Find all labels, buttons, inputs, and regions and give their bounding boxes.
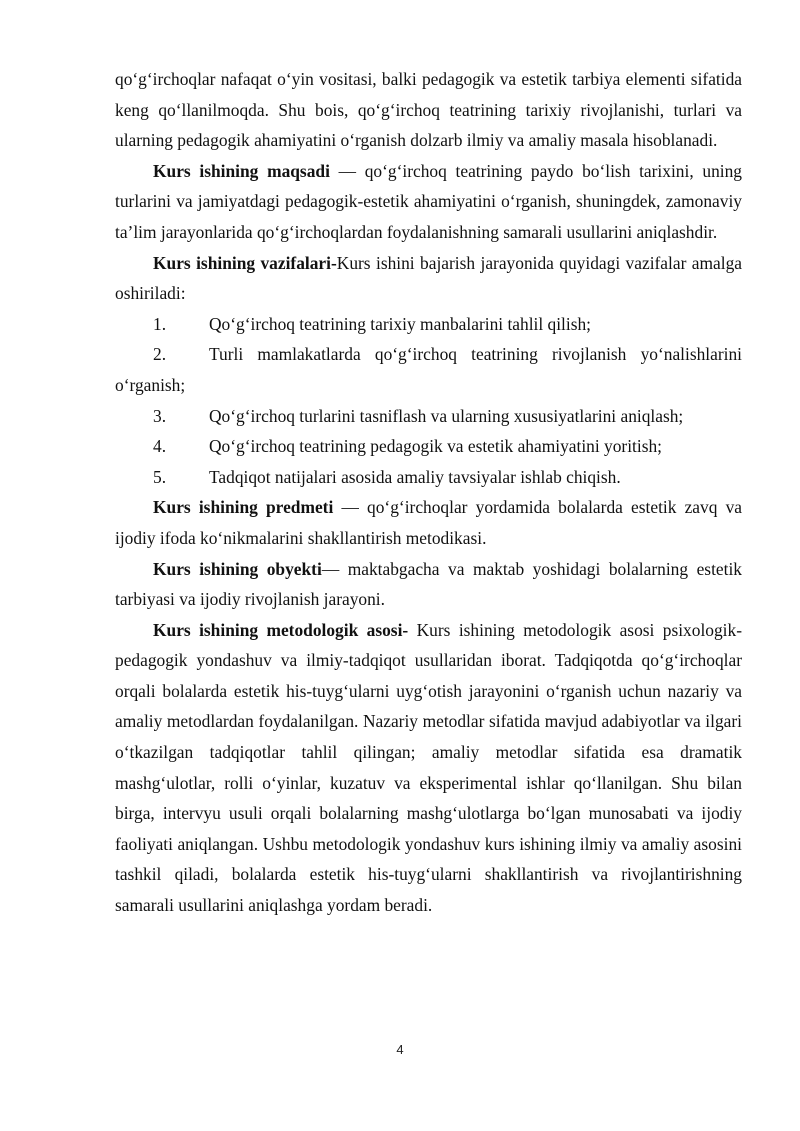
list-item-text: Qo‘g‘irchoq teatrining pedagogik va estetik ahamiyatini yoritish;	[209, 436, 663, 457]
tasks-paragraph	[115, 248, 742, 309]
list-item-number: 5.	[153, 466, 167, 487]
tasks-label: Kurs ishining vazifalari-	[153, 252, 337, 273]
list-item-number: 1.	[153, 313, 167, 334]
list-item	[115, 431, 742, 462]
list-item-text: Qo‘g‘irchoq teatrining tarixiy manbalarini tahlil qilish;	[209, 313, 592, 334]
document-page	[115, 64, 742, 921]
goal-label: Kurs ishining maqsadi	[153, 160, 330, 181]
methodology-paragraph	[115, 615, 742, 921]
list-item	[115, 309, 742, 340]
list-item-number: 4.	[153, 436, 167, 457]
list-item-number: 2.	[153, 344, 167, 365]
goal-text: — qo‘g‘irchoq teatrining paydo bo‘lish tarixini, uning turlarini va jamiyatdagi pedagogik-estetik ahamiyatini o‘rganish, shuningdek, zamonaviy ta’lim jarayonlarida qo‘g‘irchoqlardan foydalanishning samarali usullarini aniqlashdir.	[115, 160, 742, 242]
object-text: — maktabgacha va maktab yoshidagi bolalarning estetik tarbiyasi va ijodiy rivojlanish jarayoni.	[115, 558, 742, 610]
methodology-text: Kurs ishining metodologik asosi psixologik-pedagogik yondashuv va ilmiy-tadqiqot usullaridan iborat. Tadqiqotda qo‘g‘irchoqlar orqali bolalarda estetik his-tuyg‘ularni uyg‘otish jarayonini o‘rganish uchun nazariy va amaliy metodlardan foydalanilgan. Nazariy metodlar sifatida mavjud adabiyotlar va ilgari o‘tkazilgan tadqiqotlar tahlil qilingan; amaliy metodlar sifatida esa dramatik mashg‘ulotlar, rolli o‘yinlar, kuzatuv va eksperimental ishlar qo‘llanilgan. Shu bilan birga, intervyu usuli orqali bolalarning mashg‘ulotlarga bo‘lgan munosabati va ijodiy faoliyati aniqlangan. Ushbu metodologik yondashuv kurs ishining ilmiy va amaliy asosini tashkil qiladi, bolalarda estetik his-tuyg‘ularni shakllantirish va rivojlantirishning samarali usullarini aniqlashga yordam beradi.	[115, 619, 742, 916]
subject-paragraph	[115, 492, 742, 553]
list-item	[115, 339, 742, 400]
object-label: Kurs ishining obyekti	[153, 558, 322, 579]
list-item	[115, 462, 742, 493]
list-item	[115, 401, 742, 432]
subject-label: Kurs ishining predmeti	[153, 497, 334, 518]
list-item-number: 3.	[153, 405, 167, 426]
tasks-text: Kurs ishini bajarish jarayonida quyidagi vazifalar amalga oshiriladi:	[115, 252, 742, 304]
list-item-text: Turli mamlakatlarda qo‘g‘irchoq teatrining rivojlanish yo‘nalishlarini o‘rganish;	[115, 344, 742, 395]
methodology-label: Kurs ishining metodologik asosi-	[153, 619, 409, 640]
goal-paragraph	[115, 156, 742, 248]
list-item-text: Tadqiqot natijalari asosida amaliy tavsiyalar ishlab chiqish.	[209, 466, 621, 487]
subject-text: — qo‘g‘irchoqlar yordamida bolalarda estetik zavq va ijodiy ifoda ko‘nikmalarini shakllantirish metodikasi.	[115, 497, 742, 548]
intro-paragraph: qo‘g‘irchoqlar nafaqat o‘yin vositasi, balki pedagogik va estetik tarbiya elementi sifatida keng qo‘llanilmoqda. Shu bois, qo‘g‘irchoq teatrining tarixiy rivojlanishi, turlari va ularning pedagogik ahamiyatini o‘rganish dolzarb ilmiy va amaliy masala hisoblanadi.	[115, 69, 742, 151]
object-paragraph	[115, 554, 742, 615]
page-number: 4	[396, 1042, 404, 1057]
list-item-text: Qo‘g‘irchoq turlarini tasniflash va ularning xususiyatlarini aniqlash;	[209, 405, 684, 426]
